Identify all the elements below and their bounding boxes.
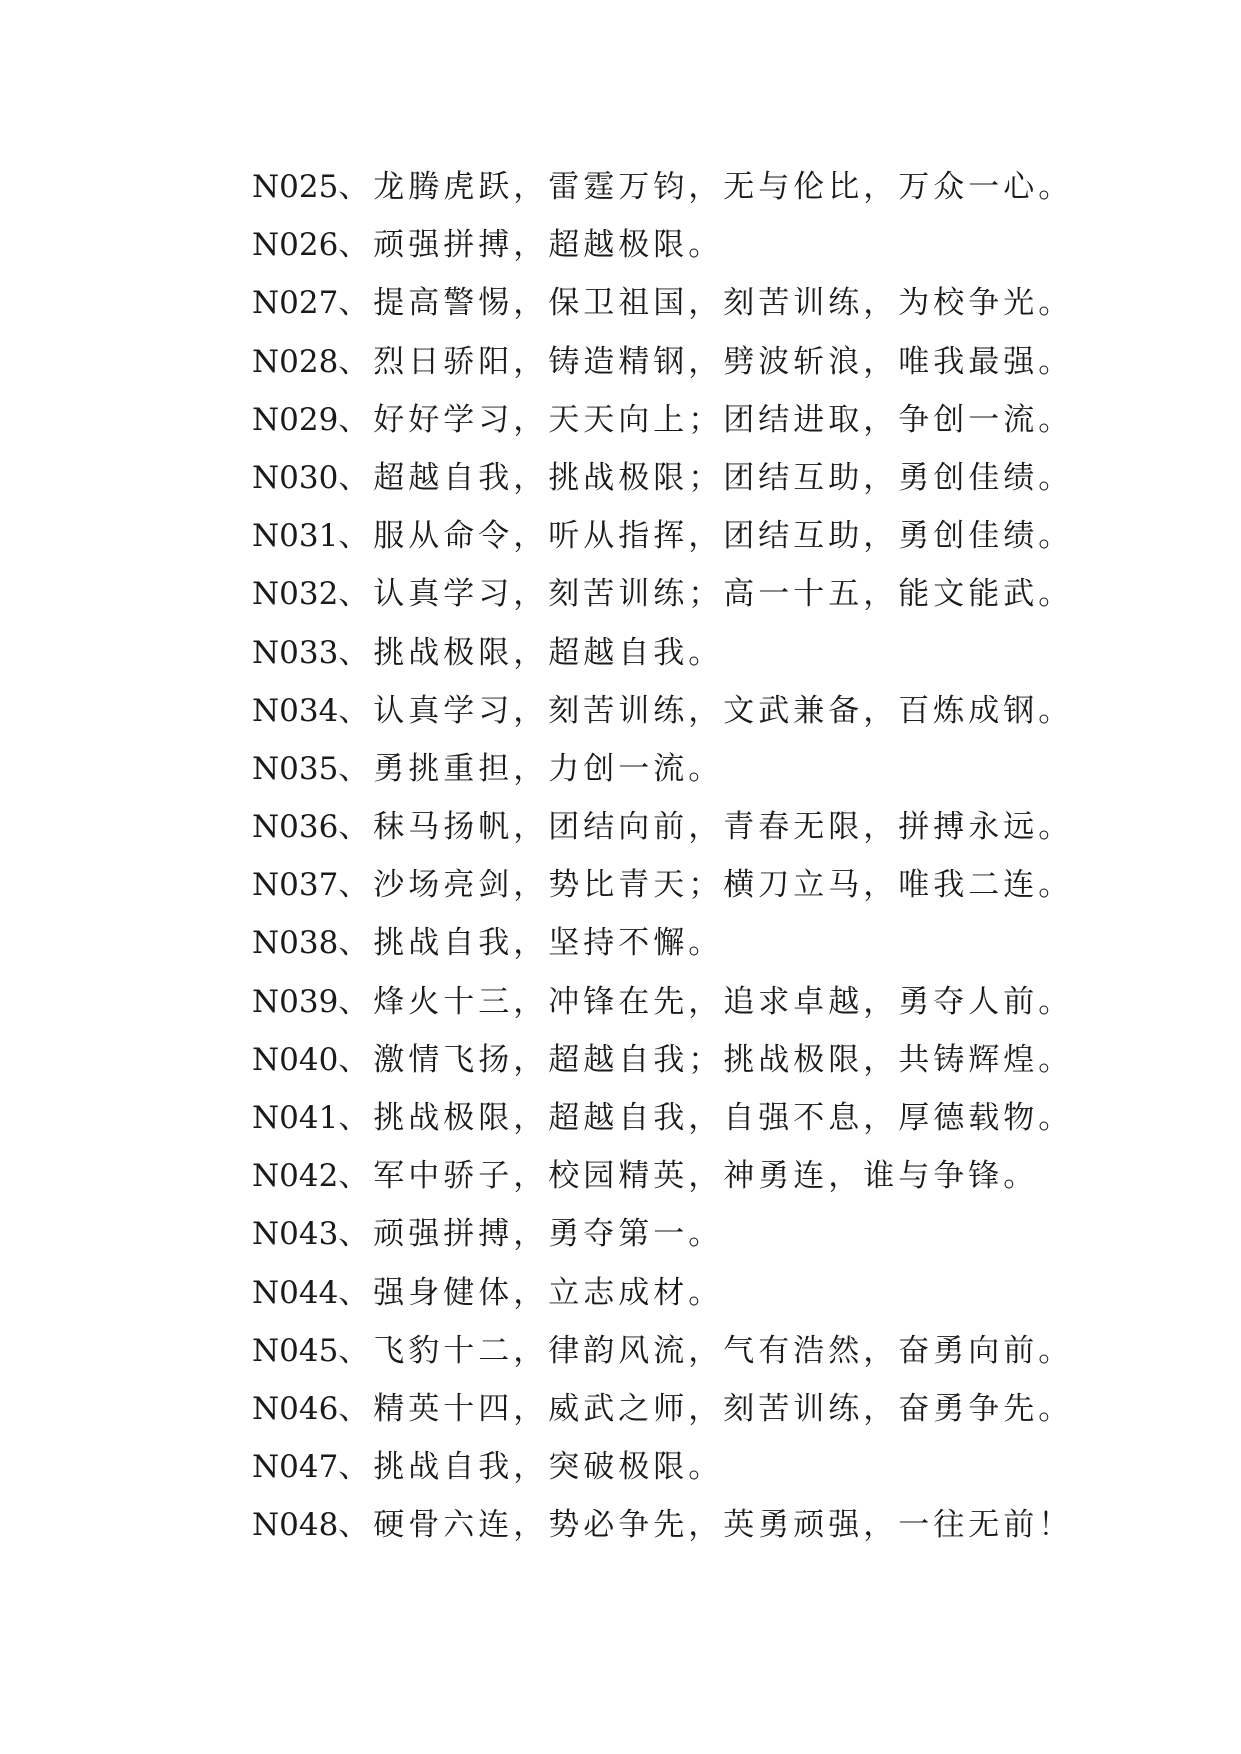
slogan-number: N036: [252, 809, 339, 846]
slogan-line: [252, 1205, 1073, 1263]
slogan-line: [252, 856, 1073, 914]
slogan-number: N041: [252, 1100, 339, 1136]
slogan-text: 、沙场亮剑，势比青天；横刀立马，唯我二连。: [338, 867, 1074, 904]
slogan-number: N029: [252, 401, 339, 438]
slogan-number: N037: [252, 867, 339, 904]
slogan-text: 、好好学习，天天向上；团结进取，争创一流。: [338, 401, 1074, 438]
slogan-number: N027: [252, 285, 339, 322]
slogan-line: [252, 624, 1073, 682]
slogan-list: [252, 158, 1073, 1555]
slogan-number: N046: [252, 1390, 339, 1427]
slogan-line: [252, 158, 1073, 216]
slogan-line: [252, 1322, 1073, 1380]
slogan-text: 、提高警惕，保卫祖国，刻苦训练，为校争光。: [338, 285, 1074, 322]
slogan-text: 、激情飞扬，超越自我；挑战极限，共铸辉煌。: [338, 1041, 1074, 1078]
slogan-number: N039: [252, 983, 339, 1020]
slogan-line: [252, 1031, 1073, 1089]
slogan-number: N025: [252, 169, 339, 205]
slogan-line: [252, 565, 1073, 623]
slogan-text: 、挑战极限，超越自我。: [338, 634, 724, 671]
slogan-text: 、军中骄子，校园精英，神勇连，谁与争锋。: [338, 1158, 1039, 1195]
slogan-line: [252, 1089, 1073, 1147]
slogan-line: [252, 333, 1073, 391]
slogan-text: 、超越自我，挑战极限；团结互助，勇创佳绩。: [338, 459, 1074, 496]
slogan-line: [252, 274, 1073, 332]
slogan-number: N042: [252, 1158, 339, 1195]
slogan-line: [252, 1496, 1073, 1554]
slogan-number: N048: [252, 1507, 339, 1544]
slogan-number: N043: [252, 1216, 339, 1253]
slogan-number: N030: [252, 459, 339, 496]
slogan-number: N044: [252, 1274, 339, 1311]
slogan-text: 、服从命令，听从指挥，团结互助，勇创佳绩。: [338, 518, 1074, 555]
slogan-number: N034: [252, 692, 339, 729]
slogan-text: 、认真学习，刻苦训练，文武兼备，百炼成钢。: [338, 692, 1074, 729]
slogan-number: N031: [252, 518, 339, 555]
slogan-text: 、龙腾虎跃，雷霆万钧，无与伦比，万众一心。: [338, 169, 1074, 205]
slogan-number: N033: [252, 634, 339, 671]
slogan-line: [252, 914, 1073, 972]
slogan-text: 、认真学习，刻苦训练；高一十五，能文能武。: [338, 576, 1074, 613]
slogan-line: [252, 1147, 1073, 1205]
slogan-text: 、硬骨六连，势必争先，英勇顽强，一往无前！: [338, 1507, 1074, 1544]
slogan-line: [252, 1438, 1073, 1496]
slogan-line: [252, 507, 1073, 565]
slogan-line: [252, 449, 1073, 507]
slogan-text: 、勇挑重担，力创一流。: [338, 750, 724, 787]
slogan-text: 、强身健体，立志成材。: [338, 1274, 724, 1311]
slogan-number: N045: [252, 1332, 339, 1369]
slogan-line: [252, 1380, 1073, 1438]
slogan-number: N047: [252, 1449, 339, 1486]
slogan-line: [252, 1264, 1073, 1322]
slogan-number: N028: [252, 343, 339, 380]
slogan-line: [252, 973, 1073, 1031]
slogan-text: 、挑战极限，超越自我，自强不息，厚德载物。: [338, 1100, 1074, 1136]
slogan-text: 、飞豹十二，律韵风流，气有浩然，奋勇向前。: [338, 1332, 1074, 1369]
slogan-number: N040: [252, 1041, 339, 1078]
slogan-text: 、挑战自我，坚持不懈。: [338, 925, 724, 962]
slogan-line: [252, 740, 1073, 798]
slogan-line: [252, 798, 1073, 856]
slogan-line: [252, 682, 1073, 740]
slogan-text: 、顽强拼搏，超越极限。: [338, 227, 724, 264]
slogan-number: N038: [252, 925, 339, 962]
slogan-text: 、秣马扬帆，团结向前，青春无限，拼搏永远。: [338, 809, 1074, 846]
slogan-number: N026: [252, 227, 339, 264]
slogan-text: 、烽火十三，冲锋在先，追求卓越，勇夺人前。: [338, 983, 1074, 1020]
slogan-number: N035: [252, 750, 339, 787]
slogan-text: 、顽强拼搏，勇夺第一。: [338, 1216, 724, 1253]
slogan-line: [252, 216, 1073, 274]
slogan-number: N032: [252, 576, 339, 613]
slogan-text: 、挑战自我，突破极限。: [338, 1449, 724, 1486]
slogan-text: 、精英十四，威武之师，刻苦训练，奋勇争先。: [338, 1390, 1074, 1427]
slogan-line: [252, 391, 1073, 449]
slogan-text: 、烈日骄阳，铸造精钢，劈波斩浪，唯我最强。: [338, 343, 1074, 380]
